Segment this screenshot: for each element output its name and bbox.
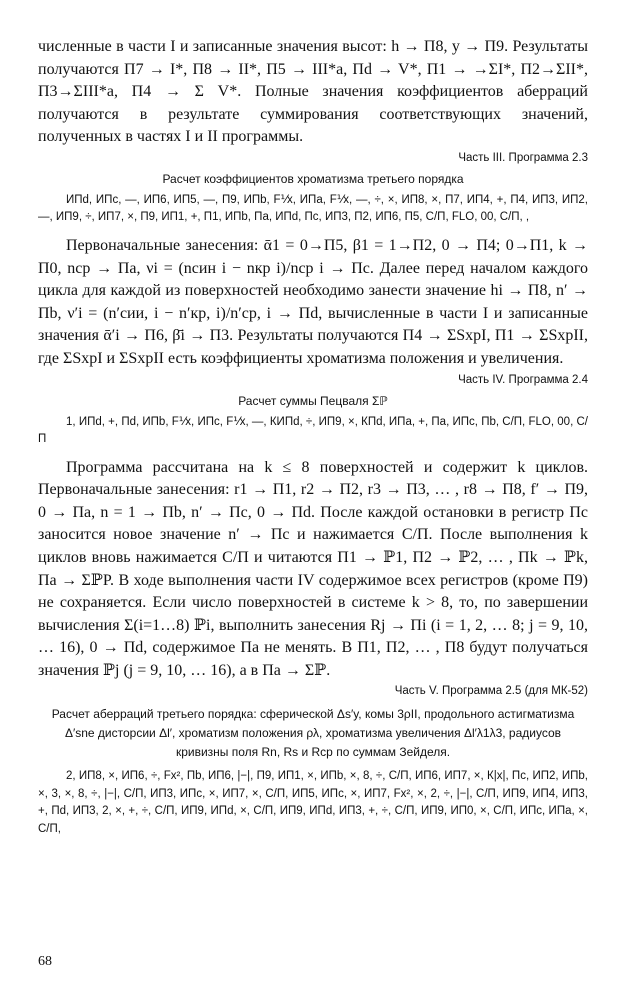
part-3-code: ИПd, ИПc, —, ИП6, ИП5, —, П9, ИПb, F⅟x, ИПa, F⅟x, —, ÷, ×, ИП8, ×, П7, ИП4, +, П4, ИП3, ИП2, —, ИП9, ÷, ИП7, ×, П9, ИП1, +, П1, ИПb, Пa, ИПd, Пc, ИП3, П2, ИП6, П5, С/П, FLO, 00, С/П, , xyxy=(38,193,588,224)
page-content xyxy=(38,36,588,846)
part-5-label: Часть V. Программа 2.5 (для МК-52) xyxy=(394,685,588,698)
part-3-title: Расчет коэффициентов хроматизма третьего порядка xyxy=(162,171,464,186)
page-number: 68 xyxy=(38,954,52,969)
paragraph-heights: численные в части I и записанные значения высот: h → П8, y → П9. Результаты получаются П7 → I*, П8 → II*, П5 → III*a, Пd → V*, П1 → →ΣI*, П2→ΣII*, П3→ΣIII*a, П4 → Σ V*. Полные значения коэффициентов аберраций получаются в результате суммирования соответствующих значений, полученных в частях I и II программы. xyxy=(38,38,588,146)
part-3-label: Часть III. Программа 2.3 xyxy=(458,151,588,164)
paragraph-chromatism: Первоначальные занесения: ᾱ1 = 0→П5, β1 = 1→П2, 0 → П4; 0→П1, k → П0, nср → Пa, νi = (nсин i − nкр i)/nср i → Пс. Далее перед началом каждого цикла для каждой из поверхностей необходимо занести значение hi → П8, n′ → Пb, ν′i = (n′сии, i − n′кр, i)/n′ср, i → Пd, вычисленные в части I и записанные значения ᾱ′i → П6, β̄i → П3. Результаты получаются П4 → ΣSxpI, П1 → ΣSxpII, где ΣSxpI и ΣSxpII есть коэффициенты хроматизма положения и увеличения. xyxy=(38,236,588,367)
part-4-title: Расчет суммы Пецваля Σℙ xyxy=(238,393,388,408)
part-5-code: 2, ИП8, ×, ИП6, ÷, Fx², Пb, ИП6, |−|, П9, ИП1, ×, ИПb, ×, 8, ÷, С/П, ИП6, ИП7, ×, К|x|, Пc, ИП2, ИПb, ×, 3, ×, 8, ÷, |−|, С/П, ИП3, ИПc, ×, ИП7, ×, С/П, ИП5, ИПc, ×, ИП7, Fx², ×, 2, ÷, |−|, С/П, ИП9, ИП4, ИП3, +, Пd, ИП3, 2, ×, +, ÷, С/П, ИП9, ИПd, ×, С/П, ИП9, ИПd, ИП3, +, ÷, С/П, ИП9, ИП0, ×, С/П, ИПc, ИПa, ×, С/П, xyxy=(38,770,588,835)
paragraph-petzval: Программа рассчитана на k ≤ 8 поверхностей и содержит k циклов. Первоначальные занесения: r1 → П1, r2 → П2, r3 → П3, … , r8 → П8, f′ → П9, 0 → Пa, n = 1 → Пb, n′ → Пс, 0 → Пd. После каждой остановки в регистр Пс заносится новое значение n′ → Пс и нажимается С/П. После выполнения k циклов вновь нажимается С/П и читаются П1 → ℙ1, П2 → ℙ2, … , Пk → ℙk, Пa → ΣℙP. В ходе выполнения части IV содержимое всех регистров (кроме П9) не сохраняется. Если число поверхностей в системе k > 8, то, по завершении вычисления Σ(i=1…8) ℙi, выполнить занесения Rj → Пi (i = 1, 2, … 8; j = 9, 10, … 16), 0 → Пd, содержимое Пa не менять. В П1, П2, … , П8 будут получаться значения ℙj (j = 9, 10, … 16), а в Пa → Σℙ. xyxy=(38,458,588,679)
part-4-code: 1, ИПd, +, Пd, ИПb, F⅟x, ИПc, F⅟x, —, КИПd, ÷, ИП9, ×, КПd, ИПa, +, Пa, ИПc, Пb, С/П, FLO, 00, С/П xyxy=(38,415,588,446)
part-5-title: Расчет аберраций третьего порядка: сферической Δs′y, комы 3ρII, продольного астигматизма Δ′sne дисторсии Δl′, хроматизм положения ρλ, хроматизма увеличения Δl′λ1λ3, радиусов кривизны поля Rn, Rs и Rср по суммам Зейделя. xyxy=(51,707,575,760)
part-4-label: Часть IV. Программа 2.4 xyxy=(458,373,588,386)
